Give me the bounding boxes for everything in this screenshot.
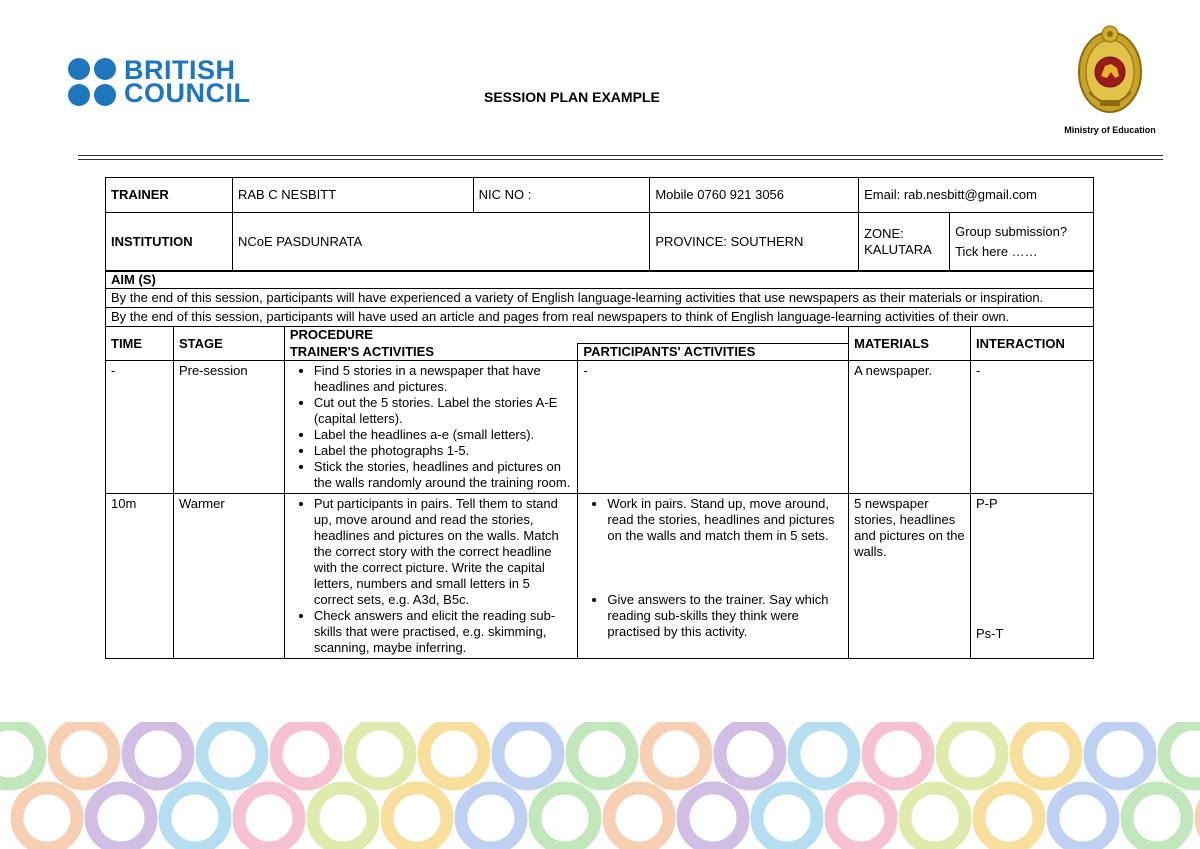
- row-stage: Warmer: [173, 494, 284, 659]
- row-time: 10m: [106, 494, 174, 659]
- list-item: • Give answers to the trainer. Say which reading sub-skills they think were practised by this activity.: [607, 592, 843, 640]
- institution-label: INSTITUTION: [106, 213, 233, 271]
- interaction-pair: P-P: [976, 496, 998, 511]
- institution-value: NCoE PASDUNRATA: [232, 213, 649, 271]
- ministry-emblem: [1058, 22, 1162, 135]
- col-materials: MATERIALS: [849, 327, 971, 361]
- group-submission[interactable]: [950, 213, 1094, 271]
- row-trainer-activities: [284, 361, 578, 494]
- list-item: • Cut out the 5 stories. Label the stories A-E (capital letters).: [314, 395, 573, 427]
- mobile-value: Mobile 0760 921 3056: [650, 178, 859, 213]
- table-row: [106, 494, 1094, 659]
- email-value: Email: rab.nesbitt@gmail.com: [859, 178, 1094, 213]
- row-materials: A newspaper.: [849, 361, 971, 494]
- list-item: • Find 5 stories in a newspaper that have headlines and pictures.: [314, 363, 573, 395]
- col-participants-activities: PARTICIPANTS' ACTIVITIES: [578, 344, 849, 361]
- list-item: • Label the headlines a-e (small letters).: [314, 427, 573, 443]
- aims-label: AIM (S): [106, 272, 1094, 289]
- page-title: SESSION PLAN EXAMPLE: [484, 89, 660, 105]
- aim-2: By the end of this session, participants will have used an article and pages from real newspapers to think of English language-learning activities of their own.: [106, 308, 1094, 327]
- decorative-rings-icon: [0, 722, 1200, 849]
- zone-value: [859, 213, 950, 271]
- col-interaction: INTERACTION: [971, 327, 1094, 361]
- row-materials: 5 newspaper stories, headlines and pictures on the walls.: [849, 494, 971, 659]
- session-plan-table: [105, 271, 1094, 659]
- trainer-value: RAB C NESBITT: [232, 178, 473, 213]
- list-item: • Work in pairs. Stand up, move around, read the stories, headlines and pictures on the walls and match them in 5 sets.: [607, 496, 843, 544]
- row-trainer-activities: [284, 494, 578, 659]
- list-item: • Stick the stories, headlines and pictures on the walls randomly around the training room.: [314, 459, 573, 491]
- trainer-label: TRAINER: [106, 178, 233, 213]
- nic-label: NIC NO :: [473, 178, 650, 213]
- table-row: [106, 361, 1094, 494]
- british-council-logo: [68, 55, 251, 108]
- province-value: PROVINCE: SOUTHERN: [650, 213, 859, 271]
- aim-1: By the end of this session, participants will have experienced a variety of English language-learning activities that use newspapers as their materials or inspiration.: [106, 289, 1094, 308]
- row-participants-activities: -: [578, 361, 849, 494]
- ministry-seal-icon: [1075, 22, 1145, 118]
- interaction-trainer: Ps-T: [976, 626, 1004, 641]
- decorative-ring-band: [0, 722, 1200, 849]
- list-item: • Label the photographs 1-5.: [314, 443, 573, 459]
- col-time: TIME: [106, 327, 174, 361]
- group-submission-tick[interactable]: Tick here ……: [955, 243, 1038, 259]
- logo-line-1: BRITISH: [124, 55, 236, 85]
- logo-line-2: COUNCIL: [124, 78, 251, 108]
- row-stage: Pre-session: [173, 361, 284, 494]
- col-procedure: PROCEDURE: [284, 327, 848, 344]
- ministry-label: Ministry of Education: [1064, 125, 1156, 135]
- row-participants-activities: [578, 494, 849, 659]
- zone-label: ZONE:: [864, 225, 904, 241]
- header-divider: [78, 155, 1163, 160]
- row-interaction: -: [971, 361, 1094, 494]
- row-interaction: [971, 494, 1094, 659]
- row-time: -: [106, 361, 174, 494]
- col-trainer-activities: TRAINER'S ACTIVITIES: [284, 344, 578, 361]
- group-submission-question: Group submission?: [955, 223, 1068, 239]
- col-stage: STAGE: [173, 327, 284, 361]
- list-item: • Put participants in pairs. Tell them to stand up, move around and read the stories, headlines and pictures on the walls. Match the correct story with the correct headline with the correct picture. Write the capital letters, numbers and small letters in 5 correct sets, e.g. A3d, B5c.: [314, 496, 573, 608]
- session-info-table: [105, 177, 1094, 271]
- zone-name: KALUTARA: [864, 241, 932, 257]
- list-item: • Check answers and elicit the reading sub-skills that were practised, e.g. skimming, scanning, maybe inferring.: [314, 608, 573, 656]
- logo-dots-icon: [68, 58, 116, 106]
